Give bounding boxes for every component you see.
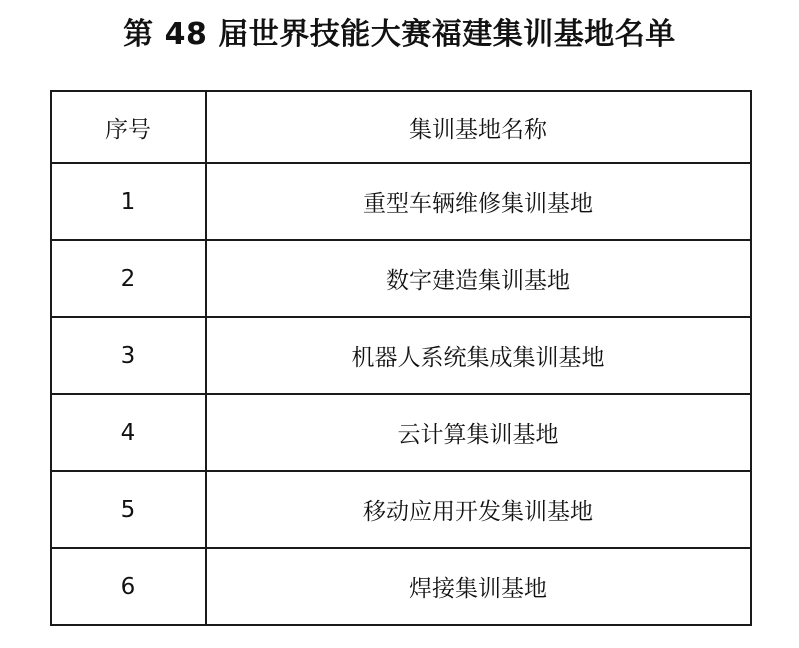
row-base-name: 移动应用开发集训基地	[206, 471, 751, 548]
row-base-name: 焊接集训基地	[206, 548, 751, 625]
column-header-name: 集训基地名称	[206, 91, 751, 163]
table-row	[51, 394, 751, 471]
row-base-name: 机器人系统集成集训基地	[206, 317, 751, 394]
row-index: 5	[51, 471, 206, 548]
column-header-index: 序号	[51, 91, 206, 163]
row-index: 2	[51, 240, 206, 317]
row-index: 1	[51, 163, 206, 240]
row-base-name: 云计算集训基地	[206, 394, 751, 471]
row-base-name: 数字建造集训基地	[206, 240, 751, 317]
training-base-table	[50, 90, 752, 626]
table-row	[51, 163, 751, 240]
document-page	[0, 14, 799, 648]
table-row	[51, 548, 751, 625]
table-header-row	[51, 91, 751, 163]
row-index: 3	[51, 317, 206, 394]
table-row	[51, 471, 751, 548]
row-index: 4	[51, 394, 206, 471]
table-header	[51, 91, 751, 163]
row-index: 6	[51, 548, 206, 625]
row-base-name: 重型车辆维修集训基地	[206, 163, 751, 240]
page-title: 第 48 届世界技能大赛福建集训基地名单	[123, 17, 676, 52]
table-body	[51, 163, 751, 625]
training-base-table-container	[50, 90, 750, 626]
table-row	[51, 240, 751, 317]
table-row	[51, 317, 751, 394]
